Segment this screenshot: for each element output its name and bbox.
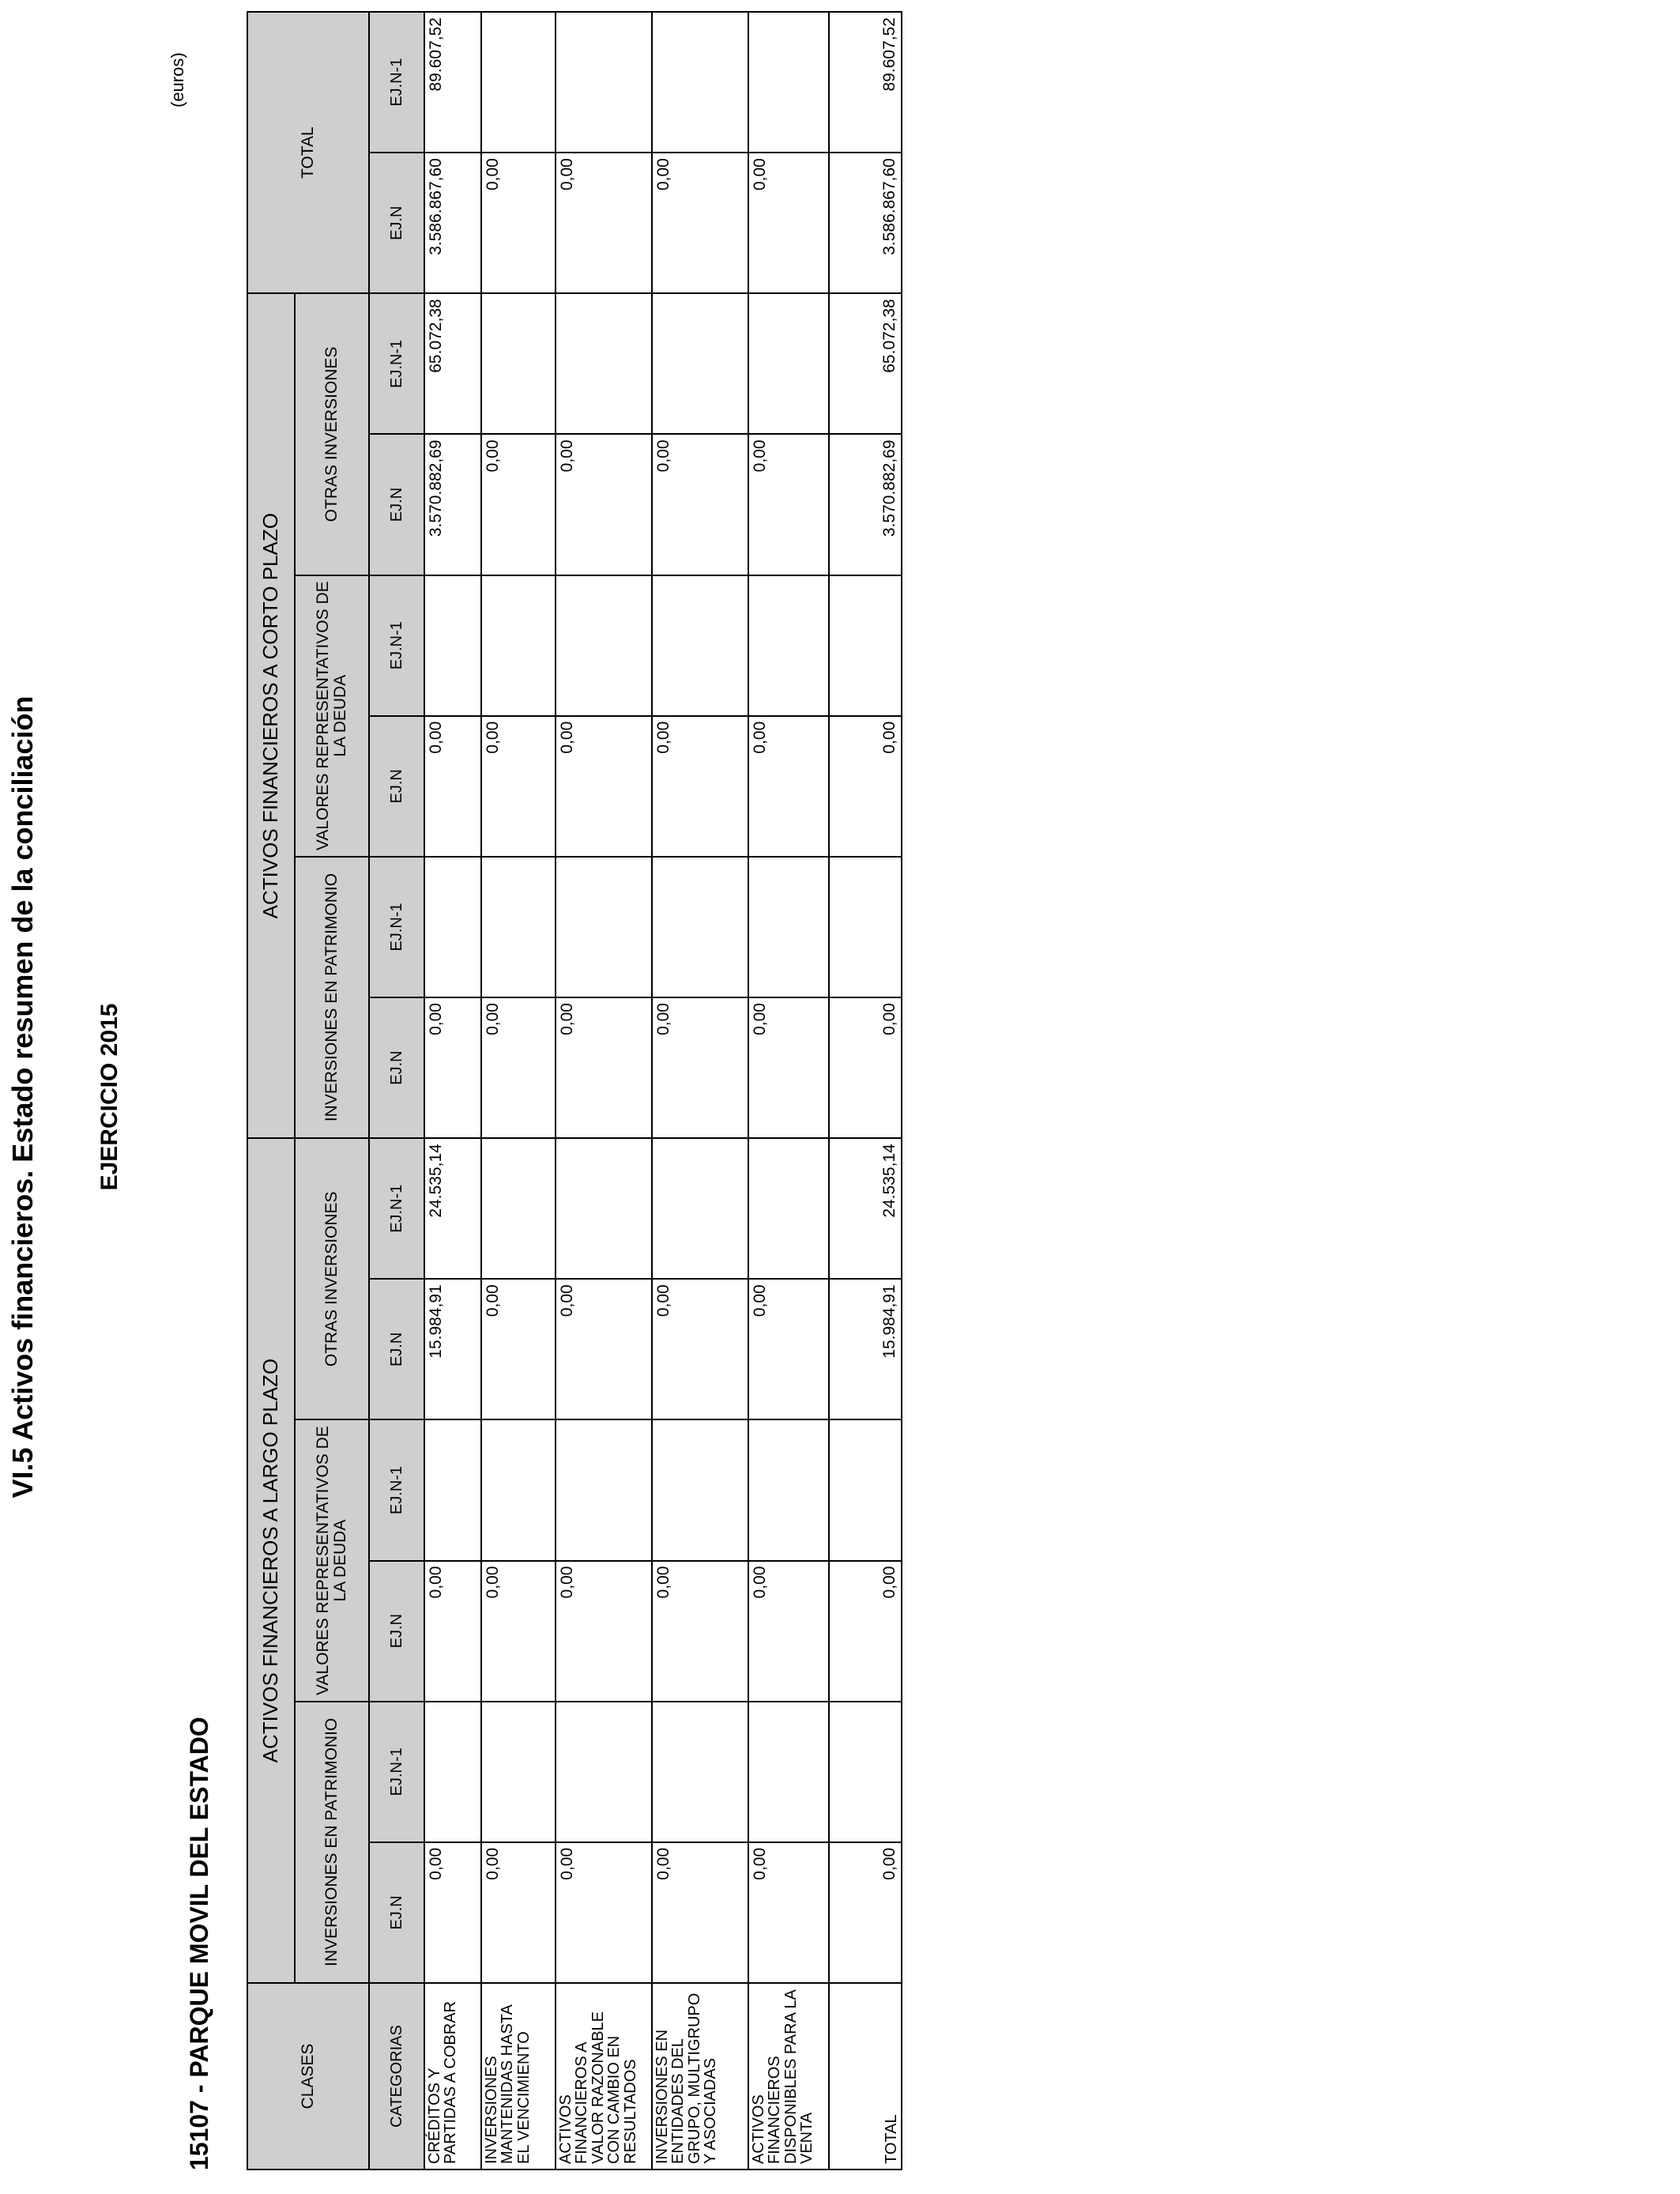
unit-label: (euros): [168, 52, 187, 107]
header-ejn: EJ.N: [369, 716, 424, 857]
cell-value: 15.984,91: [424, 1279, 481, 1419]
cell-value: [652, 293, 748, 434]
row-category: INVERSIONES MANTENIDAS HASTA EL VENCIMIENTO: [481, 1983, 556, 2169]
header-ejn: EJ.N: [369, 1561, 424, 1702]
cell-value: 0,00: [652, 1279, 748, 1419]
header-ejn: EJ.N: [369, 434, 424, 575]
row-category: ACTIVOS FINANCIEROS DISPONIBLES PARA LA VENTA: [748, 1983, 829, 2169]
cell-value: 24.535,14: [424, 1138, 481, 1279]
cell-value: [829, 857, 902, 997]
cell-value: 0,00: [556, 153, 652, 293]
cell-value: 0,00: [652, 1842, 748, 1983]
cell-value: [556, 575, 652, 716]
cell-value: 0,00: [481, 716, 556, 857]
cell-value: 0,00: [829, 716, 902, 857]
cell-value: 24.535,14: [829, 1138, 902, 1279]
cell-value: 0,00: [829, 1561, 902, 1702]
cell-value: [652, 1419, 748, 1560]
cell-value: 0,00: [748, 1279, 829, 1419]
cell-value: 0,00: [424, 1842, 481, 1983]
cell-value: [829, 575, 902, 716]
cell-value: 0,00: [748, 1842, 829, 1983]
header-group: VALORES REPRESENTATIVOS DE LA DEUDA: [295, 575, 369, 857]
cell-value: 0,00: [556, 997, 652, 1138]
cell-value: 0,00: [748, 434, 829, 575]
header-ejn1: EJ.N-1: [369, 293, 424, 434]
header-ejn1: EJ.N-1: [369, 1419, 424, 1560]
cell-value: 0,00: [556, 1842, 652, 1983]
cell-value: [556, 857, 652, 997]
cell-value: 0,00: [829, 997, 902, 1138]
header-ejn: EJ.N: [369, 153, 424, 293]
header-ejn: EJ.N: [369, 1842, 424, 1983]
cell-value: 0,00: [748, 1561, 829, 1702]
cell-value: [748, 857, 829, 997]
header-categorias: CATEGORIAS: [369, 1983, 424, 2169]
cell-value: [652, 575, 748, 716]
page-title: VI.5 Activos financieros. Estado resumen de la conciliación: [6, 696, 39, 1498]
table-row: [652, 12, 748, 2169]
header-ejn: EJ.N: [369, 997, 424, 1138]
table-row: [481, 12, 556, 2169]
header-corto-plazo: ACTIVOS FINANCIEROS A CORTO PLAZO: [247, 293, 295, 1138]
cell-value: [481, 293, 556, 434]
cell-value: 0,00: [652, 434, 748, 575]
cell-value: 0,00: [652, 1561, 748, 1702]
row-category: ACTIVOS FINANCIEROS A VALOR RAZONABLE CON CAMBIO EN RESULTADOS: [556, 1983, 652, 2169]
header-clases: CLASES: [247, 1983, 369, 2169]
header-ejn1: EJ.N-1: [369, 857, 424, 997]
header-ejn1: EJ.N-1: [369, 1138, 424, 1279]
cell-value: [481, 1702, 556, 1842]
cell-value: [556, 12, 652, 153]
cell-value: 0,00: [481, 1561, 556, 1702]
cell-value: 0,00: [829, 1842, 902, 1983]
cell-value: [424, 575, 481, 716]
cell-value: 0,00: [481, 434, 556, 575]
table-row: [424, 12, 481, 2169]
header-total: TOTAL: [247, 12, 369, 293]
table-row: [829, 12, 902, 2169]
row-category: INVERSIONES EN ENTIDADES DEL GRUPO, MULTIGRUPO Y ASOCIADAS: [652, 1983, 748, 2169]
cell-value: 0,00: [556, 434, 652, 575]
cell-value: 0,00: [652, 997, 748, 1138]
cell-value: [652, 1138, 748, 1279]
cell-value: 3.570.882,69: [829, 434, 902, 575]
cell-value: [481, 1419, 556, 1560]
cell-value: 0,00: [652, 153, 748, 293]
cell-value: 65.072,38: [424, 293, 481, 434]
cell-value: [748, 575, 829, 716]
cell-value: 0,00: [424, 1561, 481, 1702]
cell-value: [829, 1419, 902, 1560]
cell-value: 0,00: [481, 153, 556, 293]
cell-value: [556, 1702, 652, 1842]
table-row: [748, 12, 829, 2169]
cell-value: 0,00: [481, 997, 556, 1138]
page-subtitle: EJERCICIO 2015: [96, 1003, 122, 1191]
cell-value: [652, 1702, 748, 1842]
cell-value: [481, 575, 556, 716]
cell-value: 65.072,38: [829, 293, 902, 434]
cell-value: 15.984,91: [829, 1279, 902, 1419]
cell-value: [424, 1419, 481, 1560]
cell-value: 0,00: [424, 716, 481, 857]
header-ejn1: EJ.N-1: [369, 575, 424, 716]
cell-value: 0,00: [556, 1561, 652, 1702]
cell-value: [748, 1419, 829, 1560]
cell-value: 0,00: [556, 1279, 652, 1419]
header-group: VALORES REPRESENTATIVOS DE LA DEUDA: [295, 1419, 369, 1701]
cell-value: [748, 12, 829, 153]
cell-value: 0,00: [424, 997, 481, 1138]
cell-value: [556, 1419, 652, 1560]
table-body: [424, 12, 902, 2169]
row-category: CRÉDITOS Y PARTIDAS A COBRAR: [424, 1983, 481, 2169]
financial-assets-table: [247, 11, 902, 2170]
header-ejn1: EJ.N-1: [369, 12, 424, 153]
cell-value: 89.607,52: [829, 12, 902, 153]
header-group: OTRAS INVERSIONES: [295, 1138, 369, 1419]
entity-name: 15107 - PARQUE MOVIL DEL ESTADO: [185, 1717, 213, 2170]
cell-value: [556, 293, 652, 434]
header-group: INVERSIONES EN PATRIMONIO: [295, 857, 369, 1138]
cell-value: [652, 12, 748, 153]
cell-value: 3.586.867,60: [424, 153, 481, 293]
header-group: INVERSIONES EN PATRIMONIO: [295, 1702, 369, 1983]
cell-value: [556, 1138, 652, 1279]
cell-value: 0,00: [748, 716, 829, 857]
cell-value: 0,00: [748, 997, 829, 1138]
cell-value: [652, 857, 748, 997]
header-group: OTRAS INVERSIONES: [295, 293, 369, 575]
cell-value: 0,00: [481, 1842, 556, 1983]
cell-value: [424, 1702, 481, 1842]
cell-value: [424, 857, 481, 997]
cell-value: 3.586.867,60: [829, 153, 902, 293]
cell-value: [748, 293, 829, 434]
cell-value: [748, 1702, 829, 1842]
header-largo-plazo: ACTIVOS FINANCIEROS A LARGO PLAZO: [247, 1138, 295, 1983]
cell-value: 0,00: [481, 1279, 556, 1419]
cell-value: 0,00: [556, 716, 652, 857]
cell-value: 89.607,52: [424, 12, 481, 153]
cell-value: [748, 1138, 829, 1279]
cell-value: 3.570.882,69: [424, 434, 481, 575]
cell-value: [829, 1702, 902, 1842]
table-row: [556, 12, 652, 2169]
row-category: TOTAL: [829, 1983, 902, 2169]
cell-value: 0,00: [652, 716, 748, 857]
cell-value: 0,00: [748, 153, 829, 293]
cell-value: [481, 857, 556, 997]
cell-value: [481, 12, 556, 153]
cell-value: [481, 1138, 556, 1279]
header-ejn1: EJ.N-1: [369, 1702, 424, 1842]
header-ejn: EJ.N: [369, 1279, 424, 1419]
